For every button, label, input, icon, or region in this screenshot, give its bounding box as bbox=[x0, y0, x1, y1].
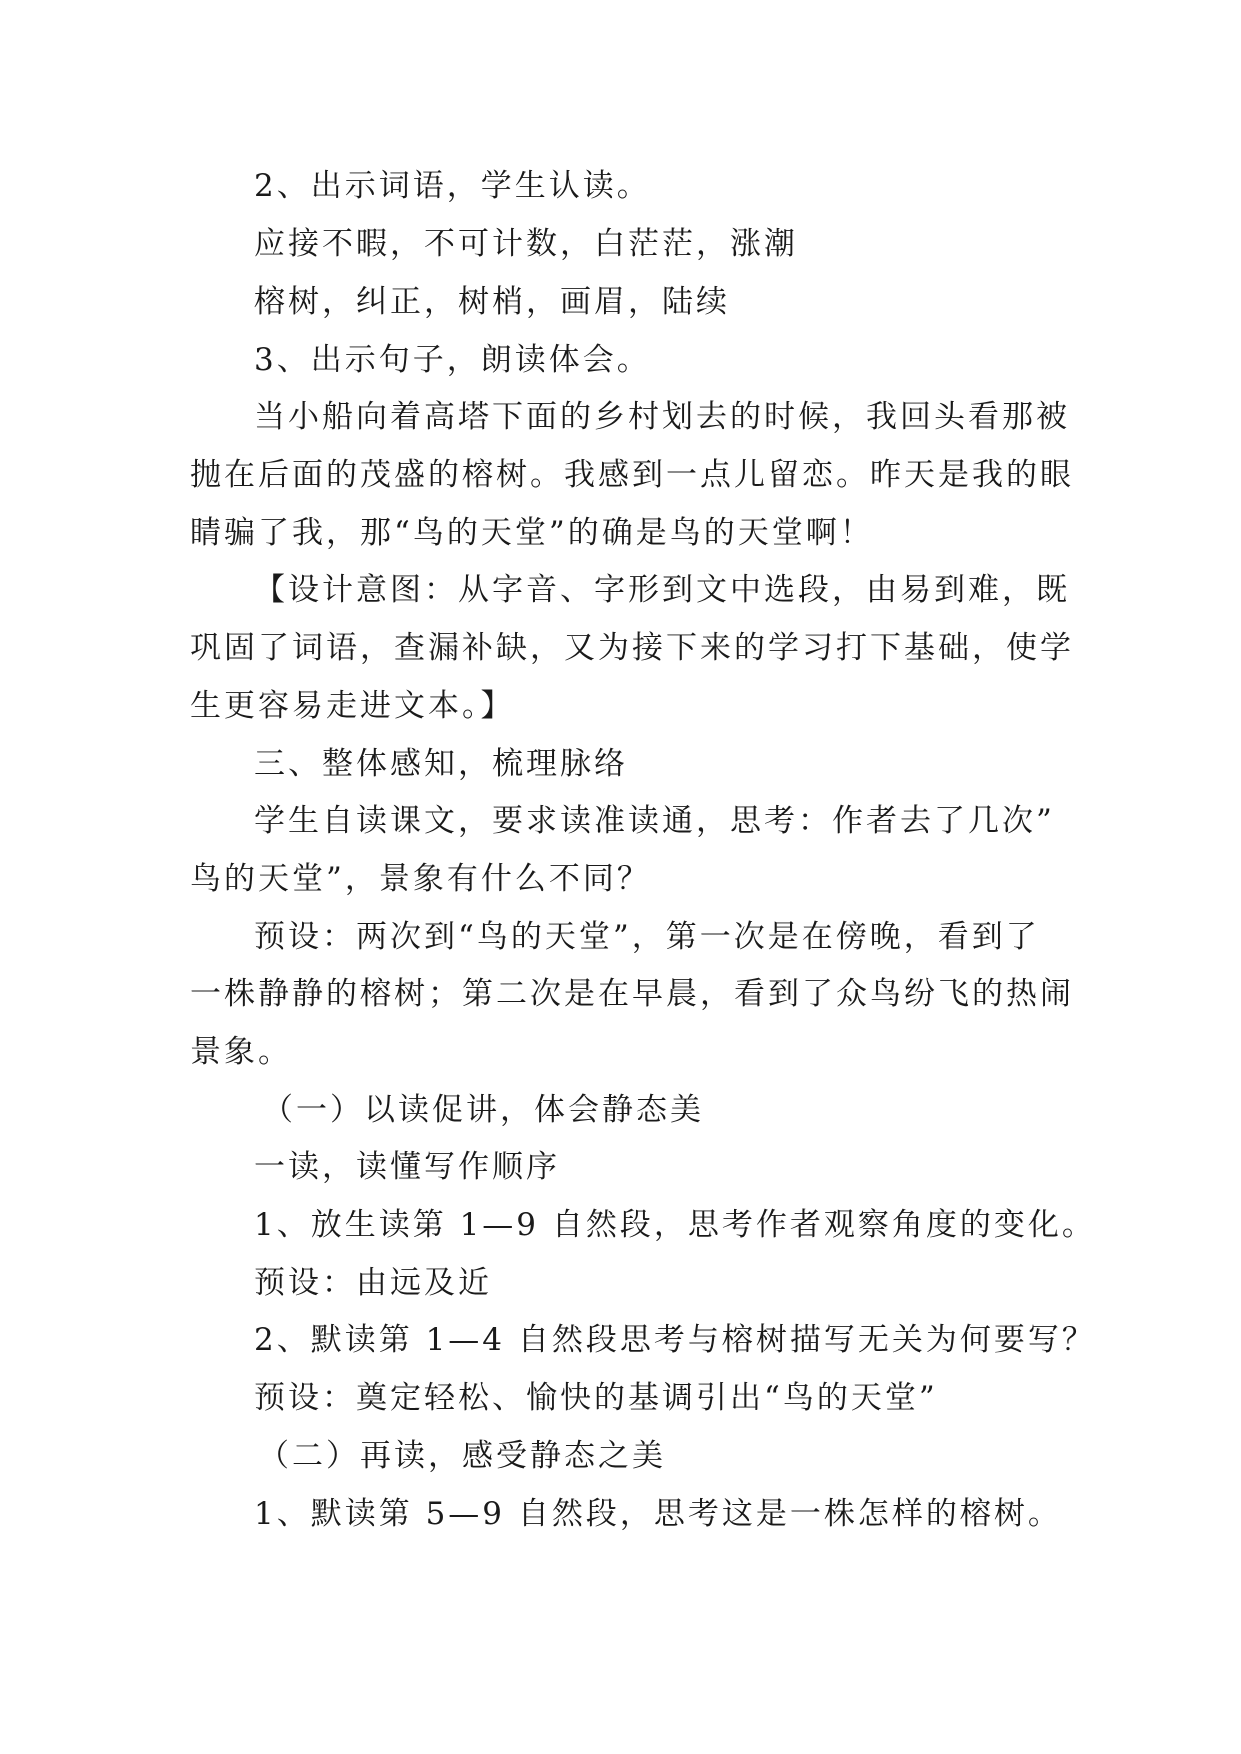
text-line: 1、放生读第 1—9 自然段，思考作者观察角度的变化。 bbox=[254, 1207, 1096, 1243]
text-line: 1、默读第 5—9 自然段，思考这是一株怎样的榕树。 bbox=[254, 1496, 1062, 1532]
text-line: 【设计意图：从字音、字形到文中选段，由易到难，既 bbox=[254, 572, 1070, 608]
text-line: 鸟的天堂”，景象有什么不同？ bbox=[190, 861, 651, 897]
text-line: 学生自读课文，要求读准读通，思考：作者去了几次” bbox=[254, 803, 1055, 839]
text-line: 3、出示句子，朗读体会。 bbox=[254, 342, 651, 378]
text-line: 2、出示词语，学生认读。 bbox=[254, 168, 651, 204]
text-line: 预设：奠定轻松、愉快的基调引出“鸟的天堂” bbox=[254, 1380, 938, 1416]
text-line: 一株静静的榕树；第二次是在早晨，看到了众鸟纷飞的热闹 bbox=[190, 976, 1074, 1012]
text-line: 预设：由远及近 bbox=[254, 1265, 492, 1301]
text-line: 睛骗了我，那“鸟的天堂”的确是鸟的天堂啊！ bbox=[190, 515, 874, 551]
text-line: 预设：两次到“鸟的天堂”，第一次是在傍晚，看到了 bbox=[254, 919, 1040, 955]
text-line: 榕树，纠正，树梢，画眉，陆续 bbox=[254, 284, 730, 320]
text-line: 生更容易走进文本。】 bbox=[190, 688, 515, 724]
subsection-heading: （一）以读促讲，体会静态美 bbox=[262, 1092, 704, 1128]
text-line: 当小船向着高塔下面的乡村划去的时候，我回头看那被 bbox=[254, 399, 1070, 435]
text-line: 2、默读第 1—4 自然段思考与榕树描写无关为何要写？ bbox=[254, 1322, 1096, 1358]
text-line: 一读，读懂写作顺序 bbox=[254, 1149, 560, 1185]
text-line: 应接不暇，不可计数，白茫茫，涨潮 bbox=[254, 226, 798, 262]
text-line: 抛在后面的茂盛的榕树。我感到一点儿留恋。昨天是我的眼 bbox=[190, 457, 1074, 493]
subsection-heading: （二）再读，感受静态之美 bbox=[258, 1438, 666, 1474]
text-line: 巩固了词语，查漏补缺，又为接下来的学习打下基础，使学 bbox=[190, 630, 1074, 666]
section-heading: 三、整体感知，梳理脉络 bbox=[254, 746, 628, 782]
text-line: 景象。 bbox=[190, 1034, 292, 1070]
